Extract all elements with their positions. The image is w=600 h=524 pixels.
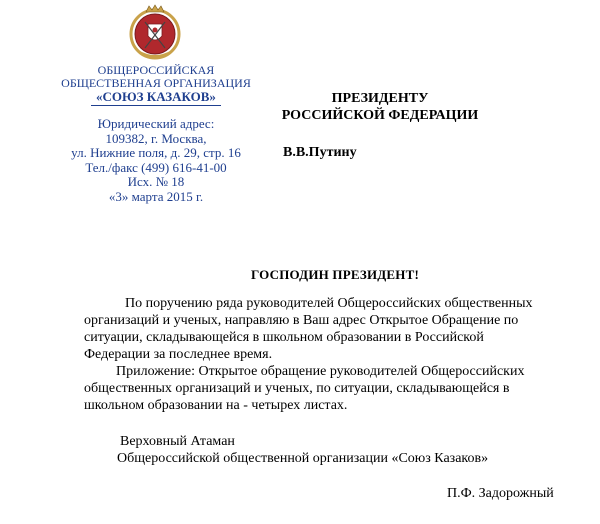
union-of-cossacks-emblem — [126, 4, 184, 60]
org-type-line: ОБЩЕРОССИЙСКАЯ — [97, 63, 215, 77]
body-line: школьном образовании на - четырех листах. — [84, 398, 348, 413]
body-line: ситуации, складывающейся в школьном образовании в Российской — [84, 330, 484, 345]
signatory-name: П.Ф. Задорожный — [447, 486, 554, 501]
org-divider — [91, 105, 221, 106]
address-street: ул. Нижние поля, д. 29, стр. 16 — [71, 145, 241, 160]
address-label: Юридический адрес: — [97, 116, 215, 131]
recipient-title: ПРЕЗИДЕНТУ — [331, 91, 429, 106]
org-name: «СОЮЗ КАЗАКОВ» — [96, 89, 216, 104]
signatory-title: Верховный Атаман — [120, 434, 235, 449]
org-category-line: ОБЩЕСТВЕННАЯ ОРГАНИЗАЦИЯ — [61, 76, 251, 90]
recipient-name: В.В.Путину — [283, 145, 357, 160]
outgoing-number: Исх. № 18 — [127, 174, 185, 189]
body-line: общественных организаций и ученых, по ситуации, складывающейся в — [84, 381, 510, 396]
recipient-country: РОССИЙСКОЙ ФЕДЕРАЦИИ — [281, 108, 479, 123]
phone-fax: Тел./факс (499) 616-41-00 — [85, 160, 227, 175]
body-line: По поручению ряда руководителей Общероссийских общественных — [125, 296, 533, 311]
signatory-organization: Общероссийской общественной организации «Союз Казаков» — [117, 451, 489, 466]
salutation: ГОСПОДИН ПРЕЗИДЕНТ! — [251, 267, 419, 282]
body-line: Федерации за последнее время. — [84, 347, 273, 362]
body-line: Приложение: Открытое обращение руководителей Общероссийских — [116, 364, 525, 379]
letter-date: «3» марта 2015 г. — [108, 189, 204, 204]
body-line: организаций и ученых, направляю в Ваш адрес Открытое Обращение по — [84, 313, 519, 328]
address-city: 109382, г. Москва, — [105, 131, 207, 146]
